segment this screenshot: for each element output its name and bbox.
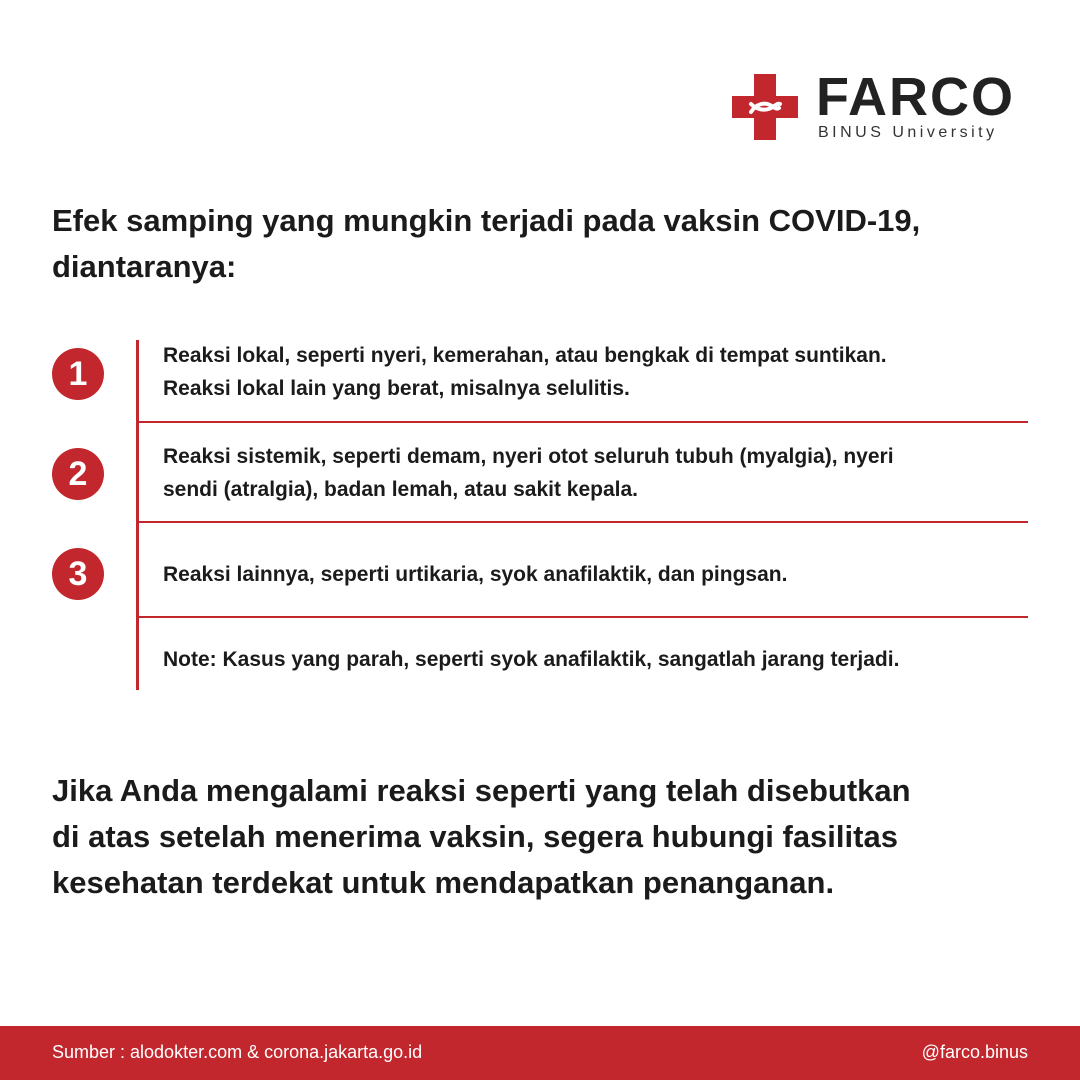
note-text [163, 643, 1043, 676]
brand-name: FARCO [816, 67, 1015, 127]
closing-line-3: kesehatan terdekat untuk mendapatkan penanganan. [52, 865, 835, 900]
list-vertical-divider [136, 340, 139, 690]
list-item-1 [163, 339, 1043, 405]
brand-logo [732, 67, 1015, 142]
note-line: Note: Kasus yang parah, seperti syok anafilaktik, sangatlah jarang terjadi. [163, 648, 900, 671]
red-cross-with-hands-icon [732, 74, 798, 140]
closing-paragraph [52, 768, 1032, 906]
list-divider-2 [138, 521, 1028, 523]
list-item-3 [163, 558, 1043, 591]
footer-handle: @farco.binus [921, 1042, 1028, 1062]
closing-line-1: Jika Anda mengalami reaksi seperti yang telah disebutkan [52, 773, 911, 808]
list-divider-3 [138, 616, 1028, 618]
item-1-number-badge: 1 [52, 348, 104, 400]
item-1-line-1: Reaksi lokal, seperti nyeri, kemerahan, atau bengkak di tempat suntikan. [163, 344, 887, 367]
item-2-number-badge: 2 [52, 448, 104, 500]
item-2-line-2: sendi (atralgia), badan lemah, atau sakit kepala. [163, 478, 639, 501]
heading-line-2: diantaranya: [52, 249, 237, 284]
brand-subtitle: BINUS University [818, 124, 998, 141]
closing-line-2: di atas setelah menerima vaksin, segera hubungi fasilitas [52, 819, 898, 854]
item-1-line-2: Reaksi lokal lain yang berat, misalnya selulitis. [163, 377, 630, 400]
list-item-2 [163, 440, 1043, 506]
item-3-number-badge: 3 [52, 548, 104, 600]
heading-line-1: Efek samping yang mungkin terjadi pada vaksin COVID-19, [52, 203, 921, 238]
item-2-line-1: Reaksi sistemik, seperti demam, nyeri otot seluruh tubuh (myalgia), nyeri [163, 445, 894, 468]
footer-source: Sumber : alodokter.com & corona.jakarta.go.id [52, 1042, 423, 1062]
item-3-line-1: Reaksi lainnya, seperti urtikaria, syok anafilaktik, dan pingsan. [163, 563, 788, 586]
page-heading [52, 198, 1032, 290]
list-divider-1 [138, 421, 1028, 423]
footer-bar [0, 1026, 1080, 1080]
